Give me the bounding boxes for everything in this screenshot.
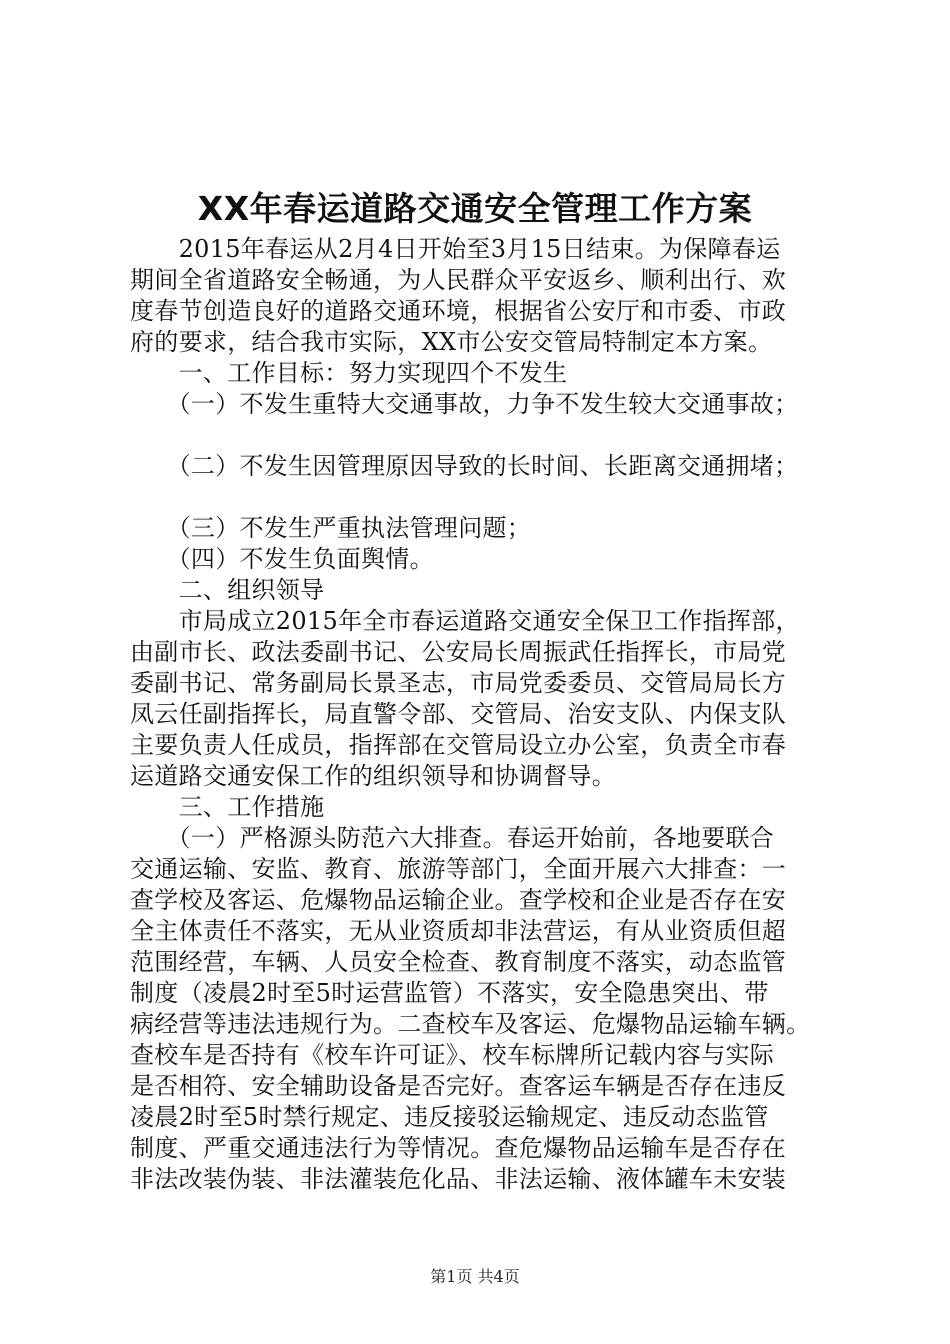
text-line: 制度、严重交通违法行为等情况。查危爆物品运输车是否存在	[130, 1134, 787, 1162]
text-line: 范围经营，车辆、人员安全检查、教育制度不落实，动态监管	[130, 948, 787, 976]
text-line: （二）不发生因管理原因导致的长时间、长距离交通拥堵；	[130, 452, 799, 480]
text-line: 委副书记、常务副局长景圣志，市局党委委员、交管局局长方	[130, 669, 787, 697]
text-line: 查学校及客运、危爆物品运输企业。查学校和企业是否存在安	[130, 886, 787, 914]
text-line: 全主体责任不落实，无从业资质却非法营运，有从业资质但超	[130, 917, 787, 945]
text-line: 三、工作措施	[130, 793, 325, 821]
text-line: 由副市长、政法委副书记、公安局长周振武任指挥长，市局党	[130, 638, 787, 666]
text-line: （四）不发生负面舆情。	[130, 545, 434, 573]
text-line: 2015年春运从2月4日开始至3月15日结束。为保障春运	[130, 235, 781, 263]
text-line: 一、工作目标：努力实现四个不发生	[130, 359, 568, 387]
text-line: 主要负责人任成员，指挥部在交管局设立办公室，负责全市春	[130, 731, 787, 759]
page-footer: 第1页 共4页	[430, 1267, 520, 1286]
text-line: 凌晨2时至5时禁行规定、违反接驳运输规定、违反动态监管	[130, 1103, 769, 1131]
text-line: 市局成立2015年全市春运道路交通安全保卫工作指挥部，	[130, 607, 800, 635]
text-line: 府的要求，结合我市实际，XX市公安交管局特制定本方案。	[130, 328, 773, 356]
text-line: 查校车是否持有《校车许可证》、校车标牌所记载内容与实际	[130, 1041, 775, 1069]
text-line: 是否相符、安全辅助设备是否完好。查客运车辆是否存在违反	[130, 1072, 787, 1100]
document-body	[130, 234, 830, 1195]
text-line: （三）不发生严重执法管理问题；	[130, 514, 532, 542]
blank-line	[130, 482, 830, 513]
text-line: 非法改装伪装、非法灌装危化品、非法运输、液体罐车未安装	[130, 1165, 787, 1193]
text-line: 二、组织领导	[130, 576, 325, 604]
text-line: 运道路交通安保工作的组织领导和协调督导。	[130, 762, 616, 790]
text-line: 凤云任副指挥长，局直警令部、交管局、治安支队、内保支队	[130, 700, 787, 728]
document-title: XX年春运道路交通安全管理工作方案	[197, 189, 753, 228]
text-line: （一）严格源头防范六大排查。春运开始前，各地要联合	[130, 824, 775, 852]
text-line: 度春节创造良好的道路交通环境，根据省公安厅和市委、市政	[130, 297, 787, 325]
text-line: 期间全省道路安全畅通，为人民群众平安返乡、顺利出行、欢	[130, 266, 787, 294]
text-line: 制度（凌晨2时至5时运营监管）不落实，安全隐患突出、带	[130, 979, 769, 1007]
blank-line	[130, 420, 830, 451]
text-line: （一）不发生重特大交通事故，力争不发生较大交通事故；	[130, 390, 799, 418]
text-line: 交通运输、安监、教育、旅游等部门，全面开展六大排查：一	[130, 855, 787, 883]
text-line: 病经营等违法违规行为。二查校车及客运、危爆物品运输车辆。	[130, 1010, 811, 1038]
